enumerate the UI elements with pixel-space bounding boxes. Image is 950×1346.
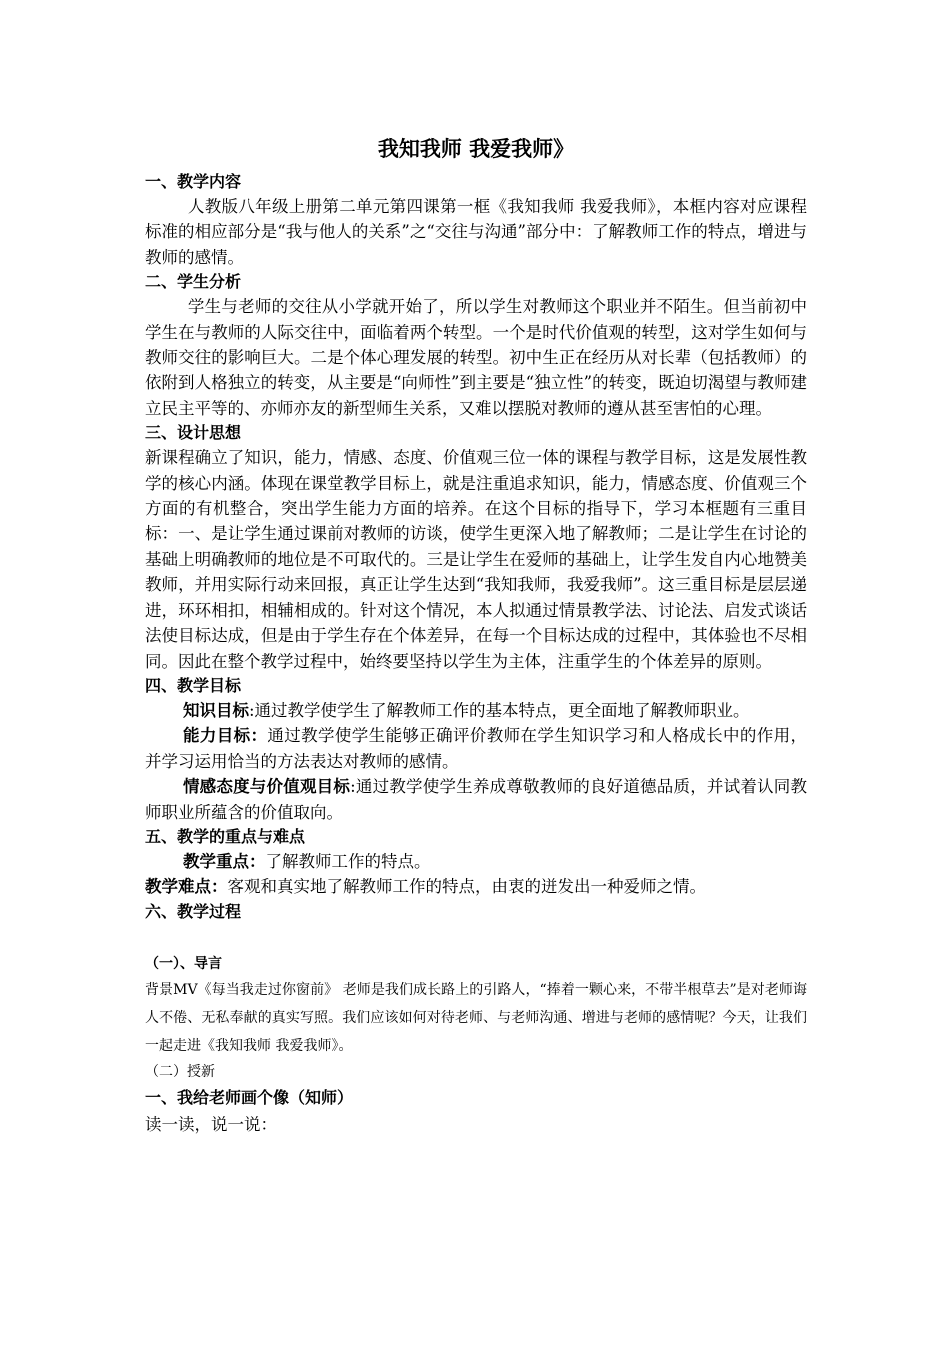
goal-ability-text: 通过教学使学生能够正确评价教师在学生知识学习和人格成长中的作用，并学习运用恰当的方法表达对教师的感情。 [145,726,808,771]
intro-heading: （一）、导言 [145,955,222,972]
difficult-point [145,874,807,899]
document-body [145,132,807,1137]
new-lesson-heading: （二）授新 [145,1063,215,1080]
section-body-students: 学生与老师的交往从小学就开始了，所以学生对教师这个职业并不陌生。但当前初中学生在与教师的人际交往中，面临着两个转型。一个是时代价值观的转型，这对学生如何与教师交往的影响巨大。二是个体心理发展的转型。初中生正在经历从对长辈（包括教师）的依附到人格独立的转变，从主要是“向师性”到主要是“独立性”的转变，既迫切渴望与教师建立民主平等的、亦师亦友的新型师生关系，又难以摆脱对教师的遵从甚至害怕的心理。 [145,297,807,418]
difficult-point-text: 客观和真实地了解教师工作的特点，由衷的迸发出一种爱师之情。 [227,877,706,897]
key-point-label: 教学重点： [182,851,266,871]
goal-ability [145,723,807,774]
section-body-design: 新课程确立了知识，能力，情感、态度、价值观三位一体的课程与教学目标，这是发展性教学的核心内涵。体现在课堂教学目标上，就是注重追求知识，能力，情感态度、价值观三个方面的有机整合，突出学生能力方面的培养。在这个目标的指导下，学习本框题有三重目标：一、是让学生通过课前对教师的访谈，使学生更深入地了解教师；二是让学生在讨论的基础上明确教师的地位是不可取代的。三是让学生在爱师的基础上，让学生发自内心地赞美教师，并用实际行动来回报，真正让学生达到“我知我师，我爱我师”。这三重目标是层层递进，环环相扣，相辅相成的。针对这个情况，本人拟通过情景教学法、讨论法、启发式谈话法使目标达成，但是由于学生存在个体差异，在每一个目标达成的过程中，其体验也不尽相同。因此在整个教学过程中，始终要坚持以学生为主体，注重学生的个体差异的原则。 [145,448,807,671]
goal-emotion-label: 情感态度与价值观目标 [182,777,351,797]
section-body-content: 人教版八年级上册第二单元第四课第一框《我知我师 我爱我师》，本框内容对应课程标准的相应部分是“我与他人的关系”之“交往与沟通”部分中：了解教师工作的特点，增进与教师的感情。 [145,197,807,267]
section-heading-content: 一、教学内容 [145,172,242,191]
section-heading-students: 二、学生分析 [145,272,242,292]
part1-line: 读一读，说一说： [145,1114,277,1134]
goal-emotion-text: :通过教学使学生养成尊敬教师的良好道德品质，并试着认同教师职业所蕴含的价值取向。 [145,777,808,822]
goal-ability-label: 能力目标： [182,726,268,746]
goal-knowledge-text: :通过教学使学生了解教师工作的基本特点，更全面地了解教师职业。 [248,700,750,720]
difficult-point-label: 教学难点： [145,877,228,897]
section-heading-goals: 四、教学目标 [145,675,242,695]
section-heading-design: 三、设计思想 [145,423,242,443]
goal-knowledge [145,698,807,723]
section-heading-process: 六、教学过程 [145,901,242,921]
key-point-text: 了解教师工作的特点。 [265,851,431,871]
page-title: 我知我师 我爱我师》 [377,137,575,161]
key-point [145,849,807,874]
goal-emotion [145,774,807,825]
intro-body: 背景MV《每当我走过你窗前》 老师是我们成长路上的引路人，“捧着一颗心来，不带半根草去”是对老师诲人不倦、无私奉献的真实写照。我们应该如何对待老师、与老师沟通、增进与老师的感情呢？今天，让我们一起走进《我知我师 我爱我师》。 [145,981,807,1054]
goal-knowledge-label: 知识目标 [182,700,249,720]
part1-heading: 一、我给老师画个像（知师） [145,1087,354,1107]
spacer [145,924,807,952]
section-heading-keypoints: 五、教学的重点与难点 [145,826,306,846]
